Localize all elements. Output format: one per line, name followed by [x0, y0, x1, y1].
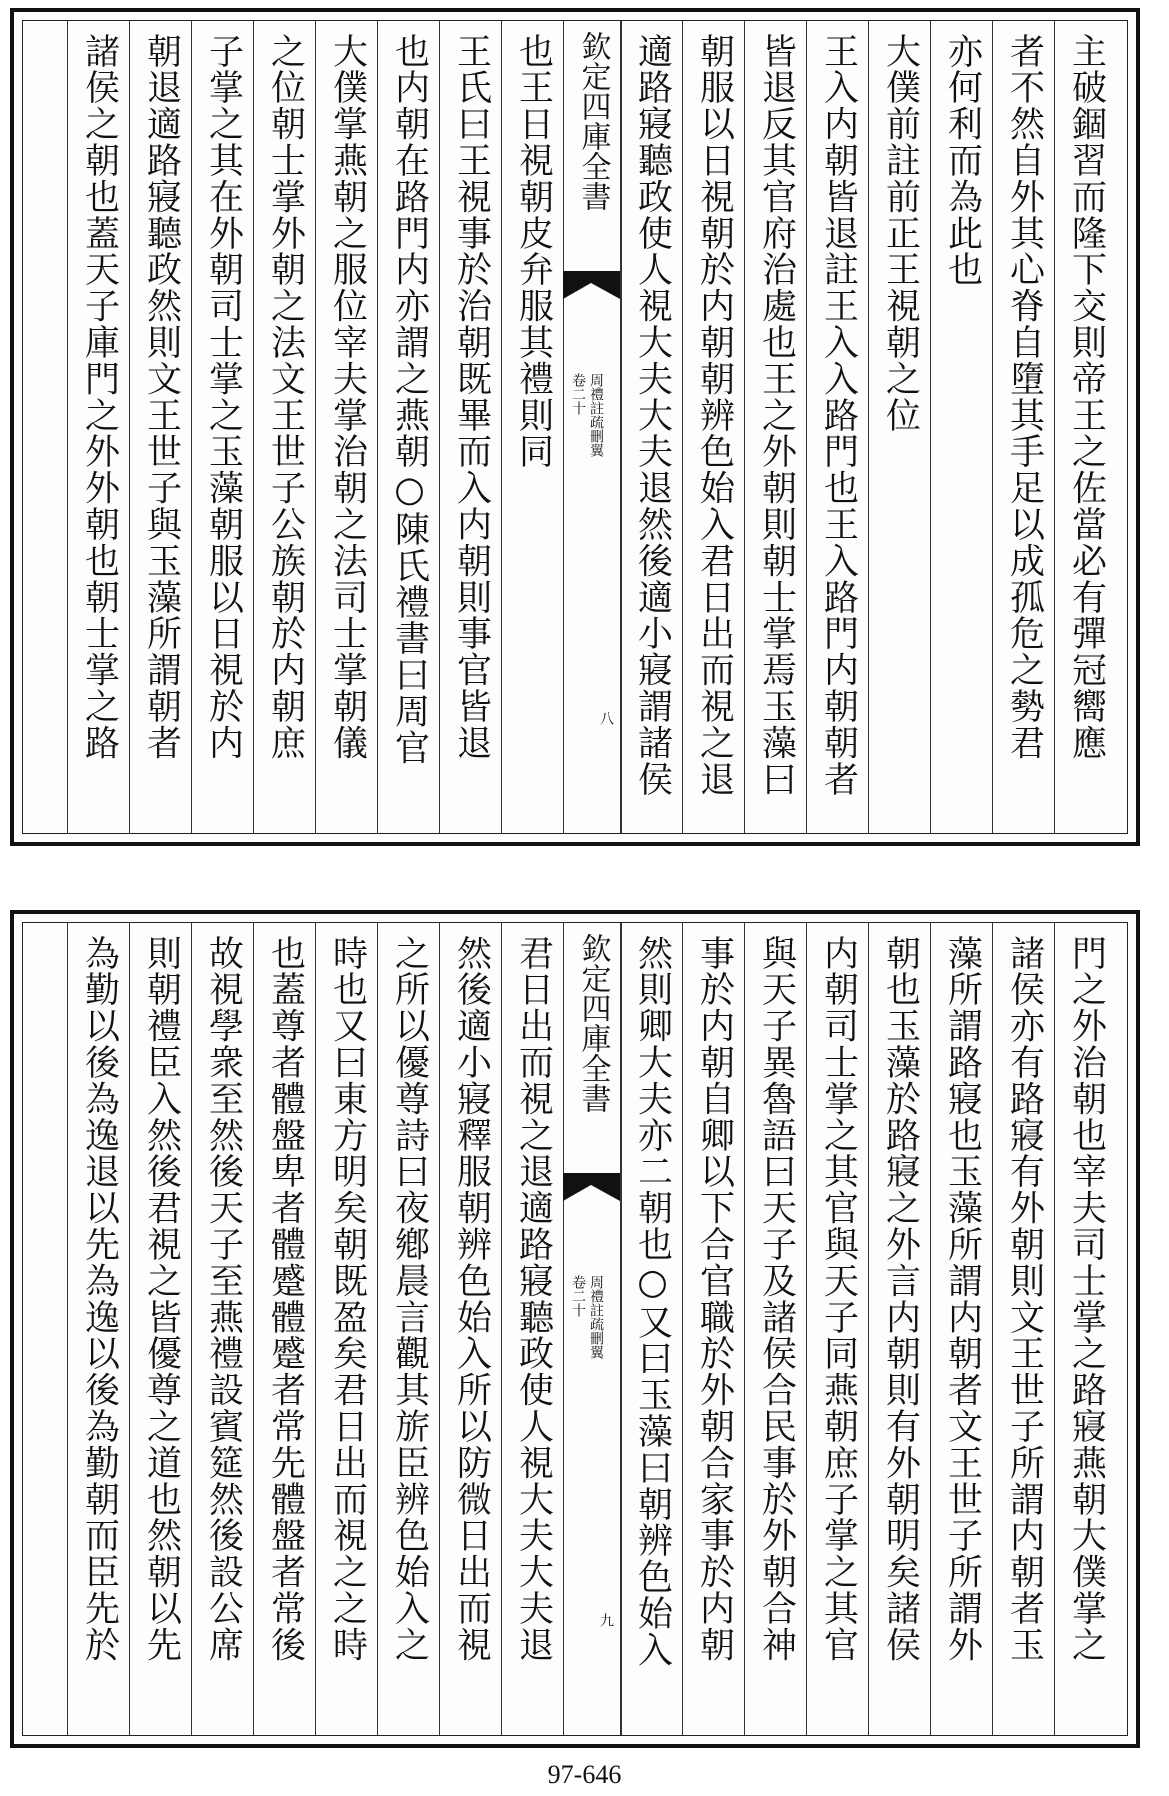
folio-number: 八 — [598, 711, 614, 725]
book-title: 欽定四庫全書 — [575, 31, 611, 211]
text-column: 皆退反其官府治處也王之外朝則朝士掌焉玉藻曰 — [744, 21, 807, 833]
text-column: 也内朝在路門内亦謂之燕朝○陳氏禮書曰周官 — [377, 21, 440, 833]
text-column: 諸侯亦有路寢有外朝則文王世子所謂内朝者玉 — [992, 923, 1055, 1735]
fishtail-mark — [563, 271, 620, 301]
top-page — [10, 8, 1140, 846]
book-name: 周禮註疏刪翼 — [588, 1275, 604, 1359]
text-column: 也王日視朝皮弁服其禮則同 — [501, 21, 564, 833]
page-number: 97-646 — [547, 1760, 622, 1789]
text-column: 内朝司士掌之其官與天子同燕朝庶子掌之其官 — [806, 923, 869, 1735]
top-page-frame — [22, 20, 1128, 834]
text-column: 子掌之其在外朝司士掌之玉藻朝服以日視於内 — [191, 21, 254, 833]
volume-number: 卷二十 — [570, 373, 586, 415]
text-column: 諸侯之朝也蓋天子庫門之外外朝也朝士掌之路 — [67, 21, 130, 833]
text-column: 朝退適路寢聽政然則文王世子與玉藻所謂朝者 — [129, 21, 192, 833]
book-title: 欽定四庫全書 — [575, 933, 611, 1113]
bottom-page — [10, 910, 1140, 1748]
text-column: 君日出而視之退適路寢聽政使人視大夫大夫退 — [501, 923, 564, 1735]
text-column: 事於内朝自卿以下合官職於外朝合家事於内朝 — [682, 923, 745, 1735]
folio-number: 九 — [598, 1613, 614, 1627]
text-column: 故視學衆至然後天子至燕禮設賓筵然後設公席 — [191, 923, 254, 1735]
text-column: 王氏曰王視事於治朝既畢而入内朝則事官皆退 — [439, 21, 502, 833]
text-column: 藻所謂路寢也玉藻所謂内朝者文王世子所謂外 — [930, 923, 993, 1735]
text-column: 主破錮習而隆下交則帝王之佐當必有彈冠嚮應 — [1054, 21, 1117, 833]
text-column: 朝服以日視朝於内朝朝辨色始入君日出而視之退 — [682, 21, 745, 833]
text-column: 門之外治朝也宰夫司士掌之路寢燕朝大僕掌之 — [1054, 923, 1117, 1735]
bottom-page-frame — [22, 922, 1128, 1736]
text-column: 王入内朝皆退註王入入路門也王入路門内朝朝者 — [806, 21, 869, 833]
text-column: 之所以優尊詩曰夜鄕晨言觀其旂臣辨色始入之 — [377, 923, 440, 1735]
text-column: 亦何利而為此也 — [930, 21, 993, 833]
text-column: 為勤以後為逸退以先為逸以後為勤朝而臣先於 — [67, 923, 130, 1735]
book-name: 周禮註疏刪翼 — [588, 373, 604, 457]
text-column: 時也又曰東方明矣朝既盈矣君日出而視之之時 — [315, 923, 378, 1735]
volume-number: 卷二十 — [570, 1275, 586, 1317]
text-column: 朝也玉藻於路寢之外言内朝則有外朝明矣諸侯 — [868, 923, 931, 1735]
text-column: 者不然自外其心脊自墮其手足以成孤危之勢君 — [992, 21, 1055, 833]
text-column: 然後適小寢釋服朝辨色始入所以防微日出而視 — [439, 923, 502, 1735]
text-column: 則朝禮臣入然後君視之皆優尊之道也然朝以先 — [129, 923, 192, 1735]
text-column: 與天子異魯語曰天子及諸侯合民事於外朝合神 — [744, 923, 807, 1735]
text-column: 大僕前註前正王視朝之位 — [868, 21, 931, 833]
center-notes — [571, 373, 603, 457]
text-column: 也蓋尊者體盤卑者體蹙體蹙者常先體盤者常後 — [253, 923, 316, 1735]
fishtail-mark — [563, 1173, 620, 1203]
center-notes — [571, 1275, 603, 1359]
text-column: 大僕掌燕朝之服位宰夫掌治朝之法司士掌朝儀 — [315, 21, 378, 833]
text-column: 適路寢聽政使人視大夫大夫退然後適小寢謂諸侯 — [620, 21, 683, 833]
text-column: 然則卿大夫亦二朝也○又曰玉藻曰朝辨色始入 — [620, 923, 683, 1735]
text-column: 之位朝士掌外朝之法文王世子公族朝於内朝庶 — [253, 21, 316, 833]
